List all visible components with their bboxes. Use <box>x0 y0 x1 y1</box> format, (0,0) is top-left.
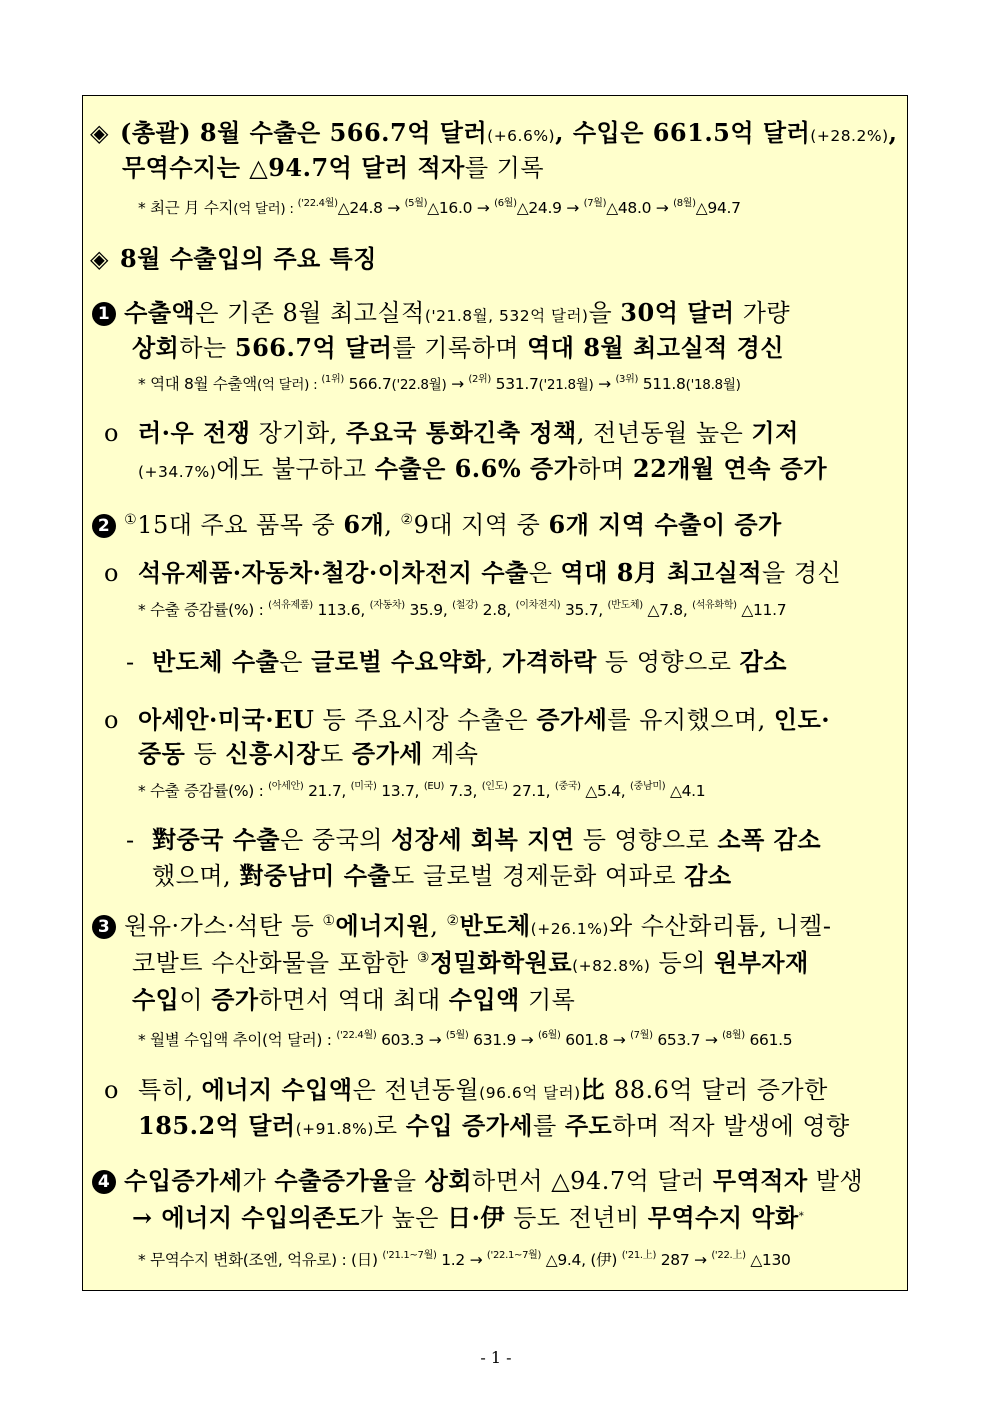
summary-note: * 최근 月 수지(억 달러) : $^{('22.4월)}$△24.8 → $^{(5월)}$△16.0 → $^{(6월)}$△24.9 → $^{(7월)}$△48.0 → $^{(8월)}$△94.7 <box>138 198 741 217</box>
item4-line-1: 4 수입증가세가 수출증가율을 상회하면서 △94.7억 달러 무역적자 발생 <box>92 1161 863 1196</box>
circle-bullet-icon: o <box>104 559 119 587</box>
item2-heading: 2 ①15대 주요 품목 중 6개, ②9대 지역 중 6개 지역 수출이 증가 <box>92 505 782 540</box>
number-2-badge: 2 <box>92 514 116 538</box>
item2-note-2: * 수출 증감률(%) : $^{(아세안)}$ 21.7, $^{(미국)}$ 13.7, $^{(EU)}$ 7.3, $^{(인도)}$ 27.1, $^{(중국)}$ △5.4, $^{(중남미)}$ △4.1 <box>138 781 706 800</box>
item2-note-1: * 수출 증감률(%) : $^{(석유제품)}$ 113.6, $^{(자동차)}$ 35.9, $^{(철강)}$ 2.8, $^{(이차전지)}$ 35.7, $^{(반도체)}$ △7.8, $^{(석유화학)}$ △11.7 <box>138 600 787 619</box>
page-number: - 1 - <box>480 1348 512 1367</box>
item2-dash-2: - 對중국 수출은 중국의 성장세 회복 지연 등 영향으로 소폭 감소 <box>126 825 821 854</box>
item1-line-1: 1 수출액은 기존 8월 최고실적('21.8월, 532억 달러)을 30억 달러 가량 <box>92 293 790 328</box>
item3-sub-1b: 185.2억 달러(+91.8%)로 수입 증가세를 주도하며 적자 발생에 영향 <box>138 1111 850 1140</box>
circle-bullet-icon: o <box>104 706 119 734</box>
diamond-bullet-icon: ◈ <box>90 245 109 273</box>
item1-line-2: 상회하는 566.7억 달러를 기록하며 역대 8월 최고실적 경신 <box>132 333 785 362</box>
features-heading: ◈ 8월 수출입의 주요 특징 <box>90 244 377 273</box>
item1-sub-2: (+34.7%)에도 불구하고 수출은 6.6% 증가하며 22개월 연속 증가 <box>138 454 828 483</box>
circle-bullet-icon: o <box>104 419 119 447</box>
item1-note: * 역대 8월 수출액(억 달러) : $^{(1위)}$ 566.7('22.8월) → $^{(2위)}$ 531.7('21.8월) → $^{(3위)}$ 511.8('18.8월) <box>138 374 741 393</box>
item3-sub-1: o 특히, 에너지 수입액은 전년동월(96.6억 달러)比 88.6억 달러 증가한 <box>104 1075 828 1104</box>
item2-dash-2b: 했으며, 對중남미 수출도 글로벌 경제둔화 여파로 감소 <box>152 861 732 890</box>
summary-line-2: 무역수지는 △94.7억 달러 적자를 기록 <box>122 153 545 182</box>
item4-line-2: → 에너지 수입의존도가 높은 日·伊 등도 전년비 무역수지 악화* <box>132 1203 805 1232</box>
item2-sub-2: o 아세안·미국·EU 등 주요시장 수출은 증가세를 유지했으며, 인도· <box>104 705 831 734</box>
item1-sub-1: o 러·우 전쟁 장기화, 주요국 통화긴축 정책, 전년동월 높은 기저 <box>104 418 799 447</box>
item3-line-2: 코발트 수산화물을 포함한 ③정밀화학원료(+82.8%) 등의 원부자재 <box>132 948 809 977</box>
item2-sub-1: o 석유제품·자동차·철강·이차전지 수출은 역대 8月 최고실적을 경신 <box>104 558 842 587</box>
number-3-badge: 3 <box>92 915 116 939</box>
diamond-bullet-icon: ◈ <box>90 119 109 147</box>
item3-line-3: 수입이 증가하면서 역대 최대 수입액 기록 <box>132 985 576 1014</box>
number-4-badge: 4 <box>92 1170 116 1194</box>
item2-sub-2b: 중동 등 신흥시장도 증가세 계속 <box>138 739 479 768</box>
number-1-badge: 1 <box>92 302 116 326</box>
item4-note: * 무역수지 변화(조엔, 억유로) : (日) $^{('21.1\sim 7월)}$ 1.2 → $^{('22.1\sim 7월)}$ △9.4, (伊) $^{('21.上)}$ 287 → $^{('22.上)}$ △130 <box>138 1250 791 1269</box>
circle-bullet-icon: o <box>104 1076 119 1104</box>
summary-line-1: ◈ (총괄) 8월 수출은 566.7억 달러(+6.6%), 수입은 661.5억 달러(+28.2%), <box>90 118 898 147</box>
item2-dash-1: - 반도체 수출은 글로벌 수요약화, 가격하락 등 영향으로 감소 <box>126 647 787 676</box>
item3-note: * 월별 수입액 추이(억 달러) : $^{('22.4월)}$ 603.3 → $^{(5월)}$ 631.9 → $^{(6월)}$ 601.8 → $^{(7월)}$ 653.7 → $^{(8월)}$ 661.5 <box>138 1030 793 1049</box>
item3-line-1: 3 원유·가스·석탄 등 ①에너지원, ②반도체(+26.1%)와 수산화리튬, 니켈- <box>92 906 831 941</box>
